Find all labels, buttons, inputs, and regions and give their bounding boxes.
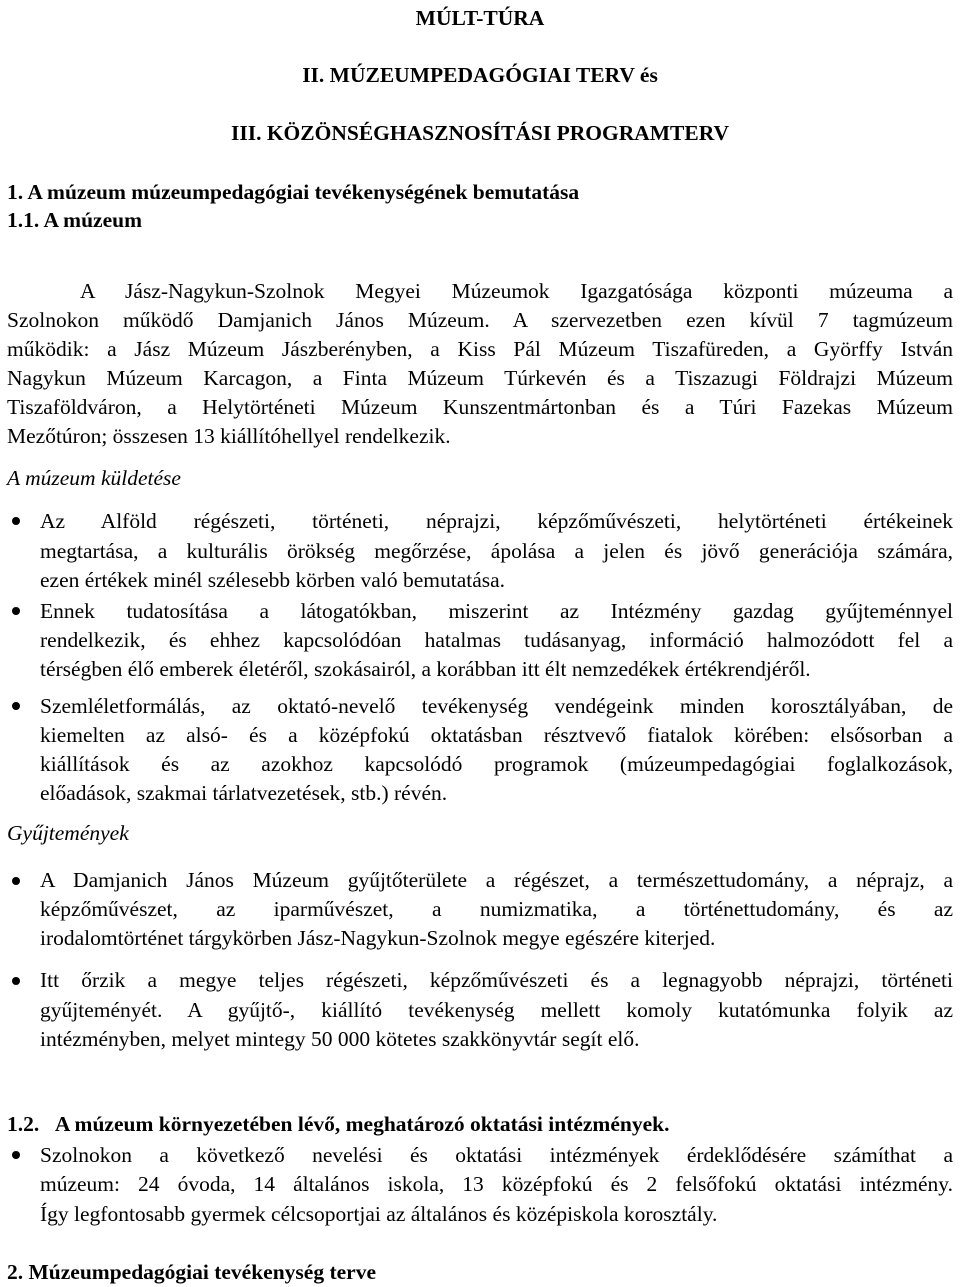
collections-bullet-2-line-3: intézményben, melyet mintegy 50 000 kötetes szakkönyvtár segít elő. [40, 1027, 640, 1051]
collections-bullet-1-line-2: képzőművészet, az iparművészet, a numizmatika, a történettudomány, és az [40, 897, 953, 921]
intro-line-5: Tiszaföldváron, a Helytörténeti Múzeum Kunszentmártonban és a Túri Fazekas Múzeum [7, 395, 953, 419]
mission-bullet-3-line-2: kiemelten az alsó- és a középfokú oktatásban résztvevő fiatalok körében: elsősorban a [40, 723, 953, 747]
document-subtitle-2: III. KÖZÖNSÉGHASZNOSÍTÁSI PROGRAMTERV [230, 121, 730, 145]
intro-line-4: Nagykun Múzeum Karcagon, a Finta Múzeum Túrkevén és a Tiszazugi Földrajzi Múzeum [7, 366, 953, 390]
mission-bullet-1-line-2: megtartása, a kulturális örökség megőrzése, ápolása a jelen és jövő generációja számára, [40, 539, 953, 563]
intro-line-3: működik: a Jász Múzeum Jászberényben, a Kiss Pál Múzeum Tiszafüreden, a Györffy István [7, 337, 953, 361]
section-1-2-bullet-line-1: Szolnokon a következő nevelési és oktatási intézmények érdeklődésére számíthat a [40, 1143, 953, 1167]
section-1-2-number: 1.2. [7, 1112, 40, 1136]
section-1-heading: 1. A múzeum múzeumpedagógiai tevékenységének bemutatása [7, 180, 580, 204]
collections-bullet-2-line-2: gyűjteményét. A gyűjtő-, kiállító tevékenység mellett komoly kutatómunka folyik az [40, 998, 953, 1022]
collections-bullet-1-line-3: irodalomtörténet tárgykörben Jász-Nagykun-Szolnok megye egészére kiterjed. [40, 926, 716, 950]
mission-bullet-2-line-1: Ennek tudatosítása a látogatókban, miszerint az Intézmény gazdag gyűjteménnyel [40, 599, 953, 623]
mission-bullet-3-line-1: Szemléletformálás, az oktató-nevelő tevékenység vendégeink minden korosztályában, de [40, 694, 953, 718]
mission-bullet-1-line-1: Az Alföld régészeti, történeti, néprajzi, képzőművészeti, helytörténeti értékeinek [40, 509, 953, 533]
intro-line-2: Szolnokon működő Damjanich János Múzeum. A szervezetben ezen kívül 7 tagmúzeum [7, 308, 953, 332]
bullet-icon [12, 877, 20, 885]
mission-bullet-3-line-4: előadások, szakmai tárlatvezetések, stb.) révén. [40, 781, 448, 805]
document-subtitle-1: II. MÚZEUMPEDAGÓGIAI TERV és [302, 63, 658, 87]
section-1-2-bullet-line-3: Így legfontosabb gyermek célcsoportjai az általános és középiskola korosztály. [40, 1202, 718, 1226]
section-1-2-bullet-line-2: múzeum: 24 óvoda, 14 általános iskola, 13 középfokú és 2 felsőfokú oktatási intézmény. [40, 1172, 953, 1196]
bullet-icon [12, 1151, 20, 1159]
mission-bullet-1-line-3: ezen értékek minél szélesebb körben való bemutatása. [40, 568, 506, 592]
collections-bullet-1-line-1: A Damjanich János Múzeum gyűjtőterülete a régészet, a természettudomány, a néprajz, a [40, 868, 953, 892]
mission-bullet-3-line-3: kiállítások és az azokhoz kapcsolódó programok (múzeumpedagógiai foglalkozások, [40, 752, 953, 776]
section-1-2-title: A múzeum környezetében lévő, meghatározó oktatási intézmények. [54, 1112, 670, 1136]
section-1-2-heading [7, 1109, 669, 1139]
mission-heading: A múzeum küldetése [7, 466, 181, 490]
mission-bullet-2-line-2: rendelkezik, és ehhez kapcsolódóan hatalmas tudásanyag, információ halmozódott fel a [40, 628, 953, 652]
bullet-icon [12, 517, 20, 525]
intro-line-1: A Jász-Nagykun-Szolnok Megyei Múzeumok Igazgatósága központi múzeuma a [80, 279, 953, 303]
mission-bullet-2-line-3: térségben élő emberek életéről, szokásairól, a korábban itt élt nemzedékek értékrendjéről. [40, 657, 811, 681]
bullet-icon [12, 607, 20, 615]
collections-bullet-2-line-1: Itt őrzik a megye teljes régészeti, képzőművészeti és a legnagyobb néprajzi, történeti [40, 968, 953, 992]
bullet-icon [12, 702, 20, 710]
document-title: MÚLT-TÚRA [415, 6, 545, 30]
section-1-1-heading: 1.1. A múzeum [7, 208, 142, 232]
collections-heading: Gyűjtemények [7, 821, 129, 845]
section-2-heading: 2. Múzeumpedagógiai tevékenység terve [7, 1260, 377, 1284]
bullet-icon [12, 977, 20, 985]
intro-line-6: Mezőtúron; összesen 13 kiállítóhellyel rendelkezik. [7, 424, 451, 448]
